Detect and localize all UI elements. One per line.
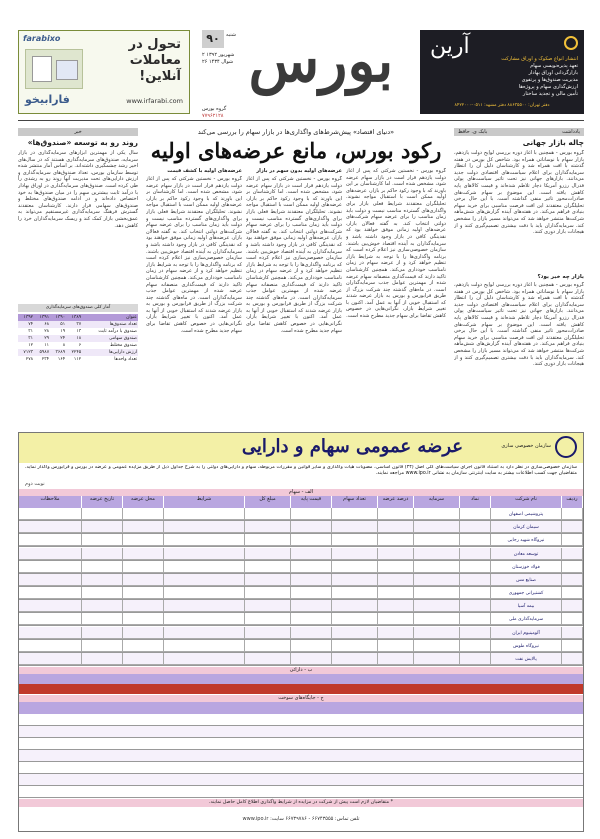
cell: ۱۳ (76, 329, 82, 334)
cell: ارزش دارایی‌ها (109, 350, 137, 355)
cell (332, 534, 378, 546)
cell (460, 574, 491, 586)
arian-phones: دفتر تهران: ۸۸۶۳۵۵۰۰ دفتر مشهد: ۰۵۱۱-۸۴۲۲۰۰۰ (454, 103, 550, 108)
cell (245, 548, 291, 560)
cell (332, 548, 378, 560)
cell: ۶ (78, 343, 82, 348)
cell: ۲۷۸ (25, 357, 34, 362)
cell (123, 561, 164, 573)
cell (562, 653, 583, 665)
ad-table-row (19, 534, 583, 547)
cell (291, 521, 332, 533)
fuel-station-row (19, 762, 583, 774)
cell (123, 574, 164, 586)
cell: ۵۹۸۷ (39, 350, 50, 355)
cell: صندوق سهامی (108, 336, 137, 341)
cell: ۶۸ (44, 322, 50, 327)
cell (245, 600, 291, 612)
cell (562, 561, 583, 573)
cell (414, 600, 460, 612)
farabi-brand: farabixo (23, 34, 61, 43)
cell (19, 653, 82, 665)
ad-footer-note: تلفن تماس: ۶۶۷۴۳۵۵۵ - ۶۶۷۳۹۷۸۶ سایت: www.ipo.ir (242, 816, 360, 822)
right-tag-label: یادداشت (562, 129, 580, 135)
cell (123, 534, 164, 546)
cell (414, 613, 460, 625)
ad-notice: سازمان خصوصی‌سازی در نظر دارد به استناد قانون اجرای سیاست‌های کلی اصل (۴۴) قانون اساسی، مصوبات هیأت واگذاری و سایر قوانین و مقررات مربوطه، سهام و دارایی‌های دولتی را به شرح جداول ذیل از طریق مزایده عمومی و عرضه در بورس و فرابورس واگذار نماید. متقاضیان جهت کسب اطلاعات بیشتر به سایت اینترنتی سازمان به نشانی www.ipo.ir مراجعه نمایند. (25, 465, 577, 476)
cell (332, 613, 378, 625)
cell: ۷۴ (28, 322, 34, 327)
company-name: آلومینیوم ایران (491, 627, 562, 639)
issue-day: شنبه (226, 32, 236, 38)
col-header: تاریخ عرضه (82, 496, 123, 508)
cell (245, 627, 291, 639)
left-column (18, 128, 138, 428)
arian-line-1: انتشار انواع صکوک و اوراق مشارکت (501, 56, 578, 62)
cell: ۲۹ (44, 336, 50, 341)
cell (460, 653, 491, 665)
ad-table-row (19, 587, 583, 600)
table-row (18, 321, 138, 328)
issue-date-lunar: ۲۶ شوال ۱۴۳۴ (202, 59, 234, 65)
cell (414, 548, 460, 560)
main-headline: رکود بورس، مانع عرضه‌های اولیه (150, 138, 442, 163)
header-divider (18, 120, 584, 121)
cell (123, 640, 164, 652)
cell (19, 561, 82, 573)
section-a-label: الف - سهام (19, 489, 583, 496)
cell (82, 548, 123, 560)
cell (414, 534, 460, 546)
cell (164, 627, 245, 639)
farabi-headline-2: معاملات (129, 53, 181, 68)
cell: تعداد صندوق‌ها (109, 322, 137, 327)
ad-table-header (19, 496, 583, 508)
cell (378, 640, 414, 652)
cell (460, 561, 491, 573)
col-header: ملاحظات (19, 496, 82, 508)
cell (123, 548, 164, 560)
cell (332, 508, 378, 520)
cell (164, 561, 245, 573)
col-header: ۱۳۹۲ (23, 315, 34, 320)
cell (332, 587, 378, 599)
cell: ۳۷ (76, 322, 82, 327)
cell (460, 508, 491, 520)
ad-table-row (19, 521, 583, 534)
cell (291, 587, 332, 599)
cell (245, 508, 291, 520)
cell (82, 613, 123, 625)
left-stats-table (18, 314, 138, 363)
cell (562, 627, 583, 639)
cell (82, 587, 123, 599)
ad-table-row (19, 600, 583, 613)
cell (414, 640, 460, 652)
group-phone: ۷۷۹۶۲۱۲۸ (202, 113, 224, 119)
cell (291, 627, 332, 639)
section-c-header (19, 702, 583, 714)
cell: ۵۱ (60, 322, 66, 327)
main-body-col-1: گروه بورس - نخستین شرکتی که پس از آغاز دولت یازدهم قرار است در بازار سهام عرضه شود، مشخص شده است. اما کارشناسان بر این باورند که با وجود رکود حاکم بر بازار، عرضه‌های اولیه ممکن است با استقبال مواجه نشوند. تحلیلگران معتقدند شرایط فعلی بازار برای واگذاری‌های گسترده مناسب نیست و دولت باید زمان مناسب را برای عرضه سهام شرکت‌های دولتی انتخاب کند. به گفته فعالان بازار، عرضه‌های اولیه زمانی موفق خواهند بود که نقدینگی کافی در بازار وجود داشته باشد و سرمایه‌گذاران به آینده اقتصاد خوش‌بین باشند. سازمان خصوصی‌سازی نیز اعلام کرده است که برنامه واگذاری‌ها را با توجه به شرایط بازار تنظیم خواهد کرد و از عرضه سهام در زمان نامناسب خودداری می‌کند. همچنین کارشناسان تاکید دارند که قیمت‌گذاری منصفانه سهام عرضه شده از مهمترین عوامل جذب سرمایه‌گذاران است. در ماه‌های گذشته چند شرکت بزرگ از طریق فرابورس و بورس به بازار عرضه شدند که استقبال خوبی از آنها به عمل آمد. اکنون با تغییر شرایط بازار، نگرانی‌هایی در خصوص کاهش تقاضا برای سهام جدید مطرح شده است. (346, 168, 446, 320)
ad-table-row (19, 548, 583, 561)
col-header: مبلغ کل (245, 496, 291, 508)
cell (291, 534, 332, 546)
cell (378, 574, 414, 586)
cell (245, 534, 291, 546)
cell (332, 600, 378, 612)
ad-table-row (19, 627, 583, 640)
cell: ۲۳۴ (41, 357, 50, 362)
cell (378, 600, 414, 612)
main-article (146, 128, 446, 428)
cell (164, 508, 245, 520)
cell: ۱۸ (76, 336, 82, 341)
fuel-station-row (19, 726, 583, 738)
arian-line-2: تعهد پذیره‌نویسی سهام (530, 63, 578, 69)
cell (291, 613, 332, 625)
cell (332, 627, 378, 639)
arian-line-5: ارزش‌گذاری سهام و پروژه‌ها (518, 84, 578, 90)
cell (245, 613, 291, 625)
company-name: سیمان کرمان (491, 521, 562, 533)
cell (245, 521, 291, 533)
cell: ۲۸ (44, 329, 50, 334)
cell (562, 548, 583, 560)
cell: صندوق با درآمد ثابت (98, 329, 137, 334)
main-subhead-2: عرضه‌های اولیه با کشف قیمت (167, 168, 242, 174)
cell (460, 587, 491, 599)
cell (332, 640, 378, 652)
cell (414, 561, 460, 573)
cell: ۱۱۲ (73, 357, 82, 362)
cell (19, 548, 82, 560)
ad-warning: * متقاضیان لازم است پیش از شرکت در مزایده از شرایط واگذاری اطلاع کامل حاصل نمایند. (19, 799, 583, 807)
cell (414, 574, 460, 586)
cell (164, 653, 245, 665)
right-author: بابک ی. حافظ (458, 129, 488, 135)
group-label: گروه بورس (202, 106, 227, 112)
cell (414, 627, 460, 639)
left-tag: خبر (18, 128, 138, 136)
left-table-title: آمار کلی صندوق‌های سرمایه‌گذاری (18, 304, 138, 312)
arian-line-3: بازارگردانی اوراق بهادار (528, 70, 578, 76)
cell (414, 508, 460, 520)
cell (123, 521, 164, 533)
cell (19, 627, 82, 639)
cell (562, 534, 583, 546)
cell (332, 653, 378, 665)
cell (123, 627, 164, 639)
cell (245, 640, 291, 652)
cell (82, 653, 123, 665)
cell (245, 587, 291, 599)
cell (378, 561, 414, 573)
cell (562, 587, 583, 599)
cell (19, 508, 82, 520)
cell (164, 600, 245, 612)
col-header: نام شرکت (491, 496, 562, 508)
ad-table-row (19, 508, 583, 521)
ad-table-row (19, 653, 583, 666)
col-header: شرایط (164, 496, 245, 508)
farabi-product-image (25, 49, 83, 89)
cell: ۳۶۸۹ (55, 350, 66, 355)
main-subhead-1: عرضه‌های اولیه بدون سهم در بازار (256, 168, 342, 174)
table-row (18, 342, 138, 349)
cell (414, 653, 460, 665)
cell (414, 587, 460, 599)
cell (82, 627, 123, 639)
cell (123, 508, 164, 520)
cell (164, 521, 245, 533)
col-header: نماد (460, 496, 491, 508)
cell (245, 574, 291, 586)
cell (378, 627, 414, 639)
cell: ۲۲۴۵ (71, 350, 82, 355)
col-header: ۱۳۹۱ (39, 315, 50, 320)
cell (82, 534, 123, 546)
cell (562, 574, 583, 586)
right-body-2: گروه بورس - همچنین با آغاز دوره بررسی لوایح دولت یازدهم، بازار سهام با نوساناتی همراه بود. شاخص کل بورس در هفته گذشته با افت همراه شد و کارشناسان دلیل آن را انتظار سرمایه‌گذاران برای اعلام سیاست‌های اقتصادی دولت جدید می‌دانند. بازارهای جهانی نیز تحت تاثیر سیاست‌های پولی فدرال رزرو آمریکا دچار تلاطم شده‌اند و قیمت کالاهای پایه کاهش یافته است. این موضوع بر سهام شرکت‌های صادرات‌محور تاثیر منفی گذاشته است. با این حال برخی تحلیلگران معتقدند این افت فرصت مناسبی برای خرید سهام بنیادی فراهم می‌کند. در هفته‌های آینده گزارش‌های شش‌ماهه شرکت‌ها منتشر خواهد شد که می‌تواند مسیر بازار را مشخص کند. سرمایه‌گذاران باید با دقت بیشتری تصمیم‌گیری کنند و از هیجانات بازار دوری کنند. (454, 282, 584, 368)
fuel-station-row (19, 774, 583, 786)
cell (82, 574, 123, 586)
cell (164, 587, 245, 599)
ad-logo-icon (555, 436, 577, 458)
farabi-website[interactable]: www.irfarabi.com (126, 97, 183, 105)
privatization-ad (18, 432, 584, 832)
cell (378, 653, 414, 665)
right-subhead: بازار چه خبر بود؟ (537, 274, 584, 280)
left-body: سال یکی از مهمترین ابزارهای سرمایه‌گذاری در بازار سرمایه، صندوق‌های سرمایه‌گذاری هستند که در سال‌های اخیر رشد چشمگیری داشته‌اند. بر اساس آمار منتشر شده توسط سازمان بورس، تعداد صندوق‌های سرمایه‌گذاری و ارزش دارایی‌های تحت مدیریت آنها روند رو به رشدی را طی کرده است. صندوق‌های سرمایه‌گذاری در اوراق بهادار با درآمد ثابت بیشترین سهم را در میان صندوق‌ها به خود اختصاص داده‌اند و در ادامه صندوق‌های مختلط و صندوق‌های سهامی قرار دارند. کارشناسان معتقدند گسترش فرهنگ سرمایه‌گذاری غیرمستقیم می‌تواند به عمق‌بخشی بازار کمک کند و ریسک سرمایه‌گذاران خرد را کاهش دهد. (18, 150, 138, 229)
cell: ۱۱ (44, 343, 50, 348)
col-header: عنوان (126, 315, 137, 320)
cell (378, 508, 414, 520)
cell (460, 534, 491, 546)
cell (291, 640, 332, 652)
ad-table-body (19, 508, 583, 666)
cell (291, 600, 332, 612)
cell (123, 587, 164, 599)
cell (123, 613, 164, 625)
cell (123, 653, 164, 665)
cell (82, 600, 123, 612)
cell: ۳۱ (28, 336, 34, 341)
table-row (18, 328, 138, 335)
ad-table-row (19, 574, 583, 587)
right-headline: چاله بازار جهانی (522, 138, 584, 147)
cell (562, 640, 583, 652)
ad-table-row (19, 613, 583, 626)
cell (291, 653, 332, 665)
cell (460, 600, 491, 612)
cell (245, 653, 291, 665)
cell: ۱۶۴ (57, 357, 66, 362)
company-name: سرمایه‌گذاری ملی (491, 613, 562, 625)
cell: تعداد واحدها (114, 357, 137, 362)
farabi-ad[interactable] (18, 30, 190, 114)
cell (82, 521, 123, 533)
company-name: پتروشیمی اصفهان (491, 508, 562, 520)
cell (291, 561, 332, 573)
masthead-title: بورس (248, 27, 394, 95)
main-body-col-3: گروه بورس - نخستین شرکتی که پس از آغاز دولت یازدهم قرار است در بازار سهام عرضه شود، مشخص شده است. اما کارشناسان بر این باورند که با وجود رکود حاکم بر بازار، عرضه‌های اولیه ممکن است با استقبال مواجه نشوند. تحلیلگران معتقدند شرایط فعلی بازار برای واگذاری‌های گسترده مناسب نیست و دولت باید زمان مناسب را برای عرضه سهام شرکت‌های دولتی انتخاب کند. به گفته فعالان بازار، عرضه‌های اولیه زمانی موفق خواهند بود که نقدینگی کافی در بازار وجود داشته باشد و سرمایه‌گذاران به آینده اقتصاد خوش‌بین باشند. سازمان خصوصی‌سازی نیز اعلام کرده است که برنامه واگذاری‌ها را با توجه به شرایط بازار تنظیم خواهد کرد و از عرضه سهام در زمان نامناسب خودداری می‌کند. همچنین کارشناسان تاکید دارند که قیمت‌گذاری منصفانه سهام عرضه شده از مهمترین عوامل جذب سرمایه‌گذاران است. در ماه‌های گذشته چند شرکت بزرگ از طریق فرابورس و بورس به بازار عرضه شدند که استقبال خوبی از آنها به عمل آمد. اکنون با تغییر شرایط بازار، نگرانی‌هایی در خصوص کاهش تقاضا برای سهام جدید مطرح شده است. (146, 176, 242, 334)
table-row (18, 349, 138, 356)
fuel-station-row (19, 738, 583, 750)
company-name: صنایع مس (491, 574, 562, 586)
cell (19, 640, 82, 652)
cell (82, 561, 123, 573)
col-header: تعداد سهام (332, 496, 378, 508)
col-header: ۱۳۸۹ (71, 315, 82, 320)
cell (332, 574, 378, 586)
company-name: توسعه معادن (491, 548, 562, 560)
fuel-station-row (19, 750, 583, 762)
cell (19, 587, 82, 599)
section-b-label: ب - دارائی (19, 667, 583, 674)
col-header: ۱۳۹۰ (55, 315, 66, 320)
cell (378, 587, 414, 599)
fuel-station-row (19, 714, 583, 726)
arian-brand: آرین (430, 34, 470, 59)
section-c-label: ج - جایگاه‌های سوخت (19, 695, 583, 702)
arian-line-6: تأمین مالی و تجدید ساختار (522, 91, 578, 97)
cell (19, 574, 82, 586)
cell (82, 508, 123, 520)
ad-table-row (19, 640, 583, 653)
col-header: محل عرضه (123, 496, 164, 508)
cell: ۸ (62, 343, 66, 348)
cell (332, 521, 378, 533)
arian-logo-icon (564, 36, 578, 50)
cell (562, 600, 583, 612)
cell: ۱۹ (60, 329, 66, 334)
table-row (18, 335, 138, 342)
cell: ۱۲ (28, 343, 34, 348)
company-name: نیروگاه شهید رجایی (491, 534, 562, 546)
left-headline: روند رو به توسعه «صندوق‌ها» (27, 138, 138, 147)
ad-header (19, 433, 583, 463)
main-body-col-2: گروه بورس - نخستین شرکتی که پس از آغاز دولت یازدهم قرار است در بازار سهام عرضه شود، مشخص شده است. اما کارشناسان بر این باورند که با وجود رکود حاکم بر بازار، عرضه‌های اولیه ممکن است با استقبال مواجه نشوند. تحلیلگران معتقدند شرایط فعلی بازار برای واگذاری‌های گسترده مناسب نیست و دولت باید زمان مناسب را برای عرضه سهام شرکت‌های دولتی انتخاب کند. به گفته فعالان بازار، عرضه‌های اولیه زمانی موفق خواهند بود که نقدینگی کافی در بازار وجود داشته باشد و سرمایه‌گذاران به آینده اقتصاد خوش‌بین باشند. سازمان خصوصی‌سازی نیز اعلام کرده است که برنامه واگذاری‌ها را با توجه به شرایط بازار تنظیم خواهد کرد و از عرضه سهام در زمان نامناسب خودداری می‌کند. همچنین کارشناسان تاکید دارند که قیمت‌گذاری منصفانه سهام عرضه شده از مهمترین عوامل جذب سرمایه‌گذاران است. در ماه‌های گذشته چند شرکت بزرگ از طریق فرابورس و بورس به بازار عرضه شدند که استقبال خوبی از آنها به عمل آمد. اکنون با تغییر شرایط بازار، نگرانی‌هایی در خصوص کاهش تقاضا برای سهام جدید مطرح شده است. (246, 176, 342, 334)
cell (562, 508, 583, 520)
cell (378, 548, 414, 560)
cell (164, 534, 245, 546)
cell (460, 640, 491, 652)
cell (562, 521, 583, 533)
arian-line-4: مدیریت صندوق‌ها و پرتفوی (521, 77, 578, 83)
cell (460, 627, 491, 639)
cell (19, 600, 82, 612)
cell (245, 561, 291, 573)
cell (164, 548, 245, 560)
cell (414, 521, 460, 533)
cell (19, 613, 82, 625)
left-table-header (18, 314, 138, 321)
cell (19, 534, 82, 546)
right-column (454, 128, 584, 428)
cell (291, 508, 332, 520)
cell (82, 640, 123, 652)
cell (460, 613, 491, 625)
cell: ۲۴ (60, 336, 66, 341)
company-name: فولاد خوزستان (491, 561, 562, 573)
cell (164, 613, 245, 625)
cell: ۷۱۲۳ (23, 350, 34, 355)
table-row (18, 356, 138, 363)
arian-ad[interactable] (420, 30, 584, 114)
company-name: بیمه آسیا (491, 600, 562, 612)
cell (123, 600, 164, 612)
col-header: قیمت پایه (291, 496, 332, 508)
ad-org: سازمان خصوصی سازی (501, 443, 551, 449)
cell (460, 521, 491, 533)
cell (378, 521, 414, 533)
col-header: ردیف (562, 496, 583, 508)
fuel-station-row (19, 786, 583, 798)
ad-title: عرضه عمومی سهام و دارایی (241, 436, 463, 457)
masthead (196, 22, 414, 118)
issue-box: ۹۰ (202, 30, 224, 48)
section-b-row (19, 684, 583, 694)
company-name: پالایش نفت (491, 653, 562, 665)
cell: ۳۱ (28, 329, 34, 334)
col-header: سرمایه (414, 496, 460, 508)
cell (378, 534, 414, 546)
cell (291, 548, 332, 560)
cell: صندوق مختلط (109, 343, 137, 348)
main-kicker: «دنیای اقتصاد» پیش‌شرط‌های واگذاری‌ها در بازار سهام را بررسی می‌کند (197, 128, 395, 136)
issue-date: ۲ شهریور ۱۳۹۲ (202, 52, 235, 58)
col-header: درصد عرضه (378, 496, 414, 508)
cell (291, 574, 332, 586)
right-tag (454, 128, 584, 136)
cell (562, 613, 583, 625)
cell (164, 640, 245, 652)
ad-notice-tail: نوبت دوم (25, 481, 45, 487)
cell (378, 613, 414, 625)
company-name: کشتیرانی جمهوری (491, 587, 562, 599)
right-body: گروه بورس - همچنین با آغاز دوره بررسی لوایح دولت یازدهم، بازار سهام با نوساناتی همراه بود. شاخص کل بورس در هفته گذشته با افت همراه شد و کارشناسان دلیل آن را انتظار سرمایه‌گذاران برای اعلام سیاست‌های اقتصادی دولت جدید می‌دانند. بازارهای جهانی نیز تحت تاثیر سیاست‌های پولی فدرال رزرو آمریکا دچار تلاطم شده‌اند و قیمت کالاهای پایه کاهش یافته است. این موضوع بر سهام شرکت‌های صادرات‌محور تاثیر منفی گذاشته است. با این حال برخی تحلیلگران معتقدند این افت فرصت مناسبی برای خرید سهام بنیادی فراهم می‌کند. در هفته‌های آینده گزارش‌های شش‌ماهه شرکت‌ها منتشر خواهد شد که می‌تواند مسیر بازار را مشخص کند. سرمایه‌گذاران باید با دقت بیشتری تصمیم‌گیری کنند و از هیجانات بازار دوری کنند. (454, 150, 584, 236)
company-name: نیروگاه طوس (491, 640, 562, 652)
farabi-logo: فارابیخو (25, 93, 70, 106)
cell (164, 574, 245, 586)
cell (460, 548, 491, 560)
section-c-body (19, 714, 583, 798)
section-b-header (19, 674, 583, 684)
farabi-headline-3: آنلاین! (139, 69, 181, 84)
farabi-headline-1: تحول در (128, 37, 181, 52)
cell (332, 561, 378, 573)
ad-table-row (19, 561, 583, 574)
cell (19, 521, 82, 533)
